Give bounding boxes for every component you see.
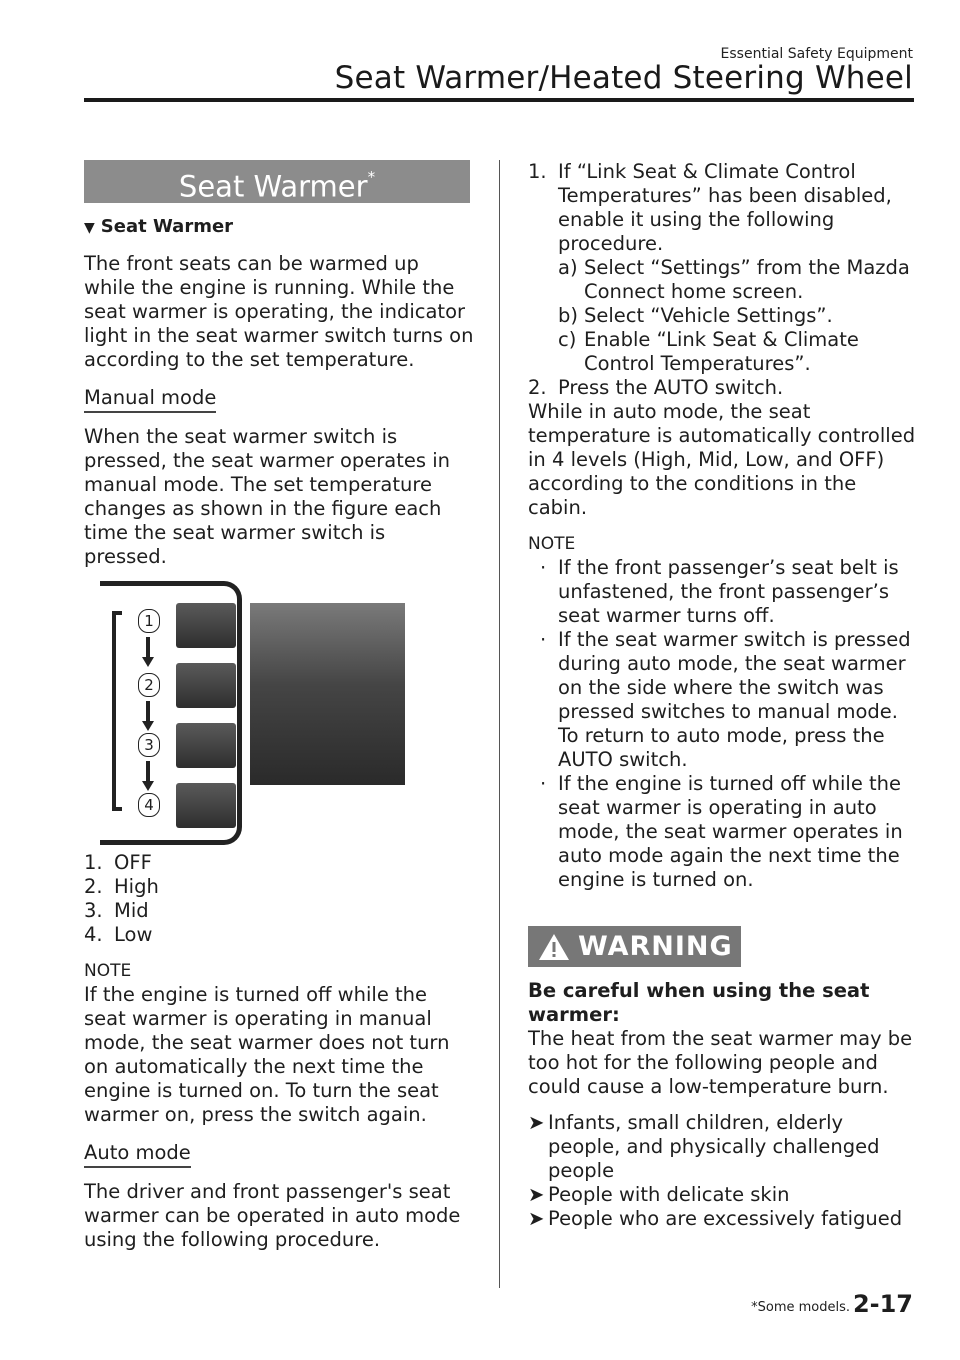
legend-number: 3. xyxy=(84,899,103,922)
legend-item xyxy=(84,923,474,947)
auto-mode-heading: Auto mode xyxy=(84,1141,191,1168)
page-header-title: Seat Warmer/Heated Steering Wheel xyxy=(334,60,913,96)
procedure-substep xyxy=(528,304,918,328)
footer-footnote: *Some models. xyxy=(751,1300,850,1315)
figure-number-4: 4 xyxy=(138,793,160,817)
section-title-bar xyxy=(84,160,470,203)
figure-legend xyxy=(84,851,474,947)
step-text: Select “Settings” from the Mazda Connect home screen. xyxy=(584,256,910,303)
note-paragraph: If the engine is turned off while the seat warmer is operating in manual mode, the seat warmer does not turn on automatically the next time the engine is turned on. To turn the seat warmer on, press the switch again. xyxy=(84,983,450,1126)
warning-item-text: People with delicate skin xyxy=(548,1183,790,1206)
warning-icon xyxy=(538,933,570,961)
right-column xyxy=(528,160,918,1231)
step-text: Press the AUTO switch. xyxy=(558,376,784,399)
figure-number-1: 1 xyxy=(138,609,160,633)
legend-item xyxy=(84,875,474,899)
note-bullet-text: If the engine is turned off while the seat warmer is operating in auto mode, the seat warmer operates in auto mode again the next time the engine is turned on. xyxy=(558,772,903,891)
note-bullet-text: If the front passenger’s seat belt is unfastened, the front passenger’s seat warmer turns off. xyxy=(558,556,899,627)
bullet-dot: · xyxy=(540,772,547,795)
legend-text: High xyxy=(114,875,159,898)
arrow-bullet-icon: ➤ xyxy=(528,1183,545,1206)
bullet-dot: · xyxy=(540,556,547,579)
legend-item xyxy=(84,851,474,875)
note-label: NOTE xyxy=(84,961,132,981)
note-label: NOTE xyxy=(528,534,576,554)
figure-dashboard-photo xyxy=(250,603,405,785)
legend-number: 2. xyxy=(84,875,103,898)
warning-item-text: People who are excessively fatigued xyxy=(548,1207,903,1230)
note-bullet-text: If the seat warmer switch is pressed during auto mode, the seat warmer on the side where the switch was pressed switches to manual mode. To return to auto mode, press the AUTO switch. xyxy=(558,628,911,771)
seat-warmer-figure xyxy=(100,581,420,851)
warning-label: WARNING xyxy=(578,930,733,962)
step-text: If “Link Seat & Climate Control Temperatures” has been disabled, enable it using the following procedure. xyxy=(558,160,892,255)
legend-text: Low xyxy=(114,923,153,946)
figure-switch-low xyxy=(176,783,236,828)
note-bullet xyxy=(528,556,918,628)
arrow-bullet-icon: ➤ xyxy=(528,1207,545,1230)
manual-mode-heading: Manual mode xyxy=(84,386,216,413)
warning-paragraph: The heat from the seat warmer may be too hot for the following people and could cause a low-temperature burn. xyxy=(528,1027,913,1098)
procedure-substep xyxy=(528,328,918,376)
warning-item-text: Infants, small children, elderly people, and physically challenged people xyxy=(548,1111,880,1182)
arrow-bullet-icon: ➤ xyxy=(528,1111,545,1134)
manual-mode-paragraph: When the seat warmer switch is pressed, the seat warmer operates in manual mode. The set temperature changes as shown in the figure each time the seat warmer switch is pressed. xyxy=(84,425,451,568)
bullet-dot: · xyxy=(540,628,547,651)
legend-text: OFF xyxy=(114,851,152,874)
procedure-step xyxy=(528,376,918,400)
step-number: b) xyxy=(558,304,578,327)
figure-switch-mid xyxy=(176,723,236,768)
figure-switch-off xyxy=(176,603,236,648)
figure-number-2: 2 xyxy=(138,673,160,697)
procedure-substep xyxy=(528,256,918,304)
header-section-label: Essential Safety Equipment xyxy=(720,46,913,62)
procedure-list xyxy=(528,160,918,400)
down-arrow-icon xyxy=(142,701,154,731)
section-title: Seat Warmer xyxy=(178,169,368,204)
column-divider xyxy=(499,160,500,1288)
triangle-icon: ▼ xyxy=(84,220,95,236)
step-text: Enable “Link Seat & Climate Control Temperatures”. xyxy=(584,328,859,375)
warning-item xyxy=(528,1207,918,1231)
section-footnote-mark: * xyxy=(367,168,376,186)
legend-text: Mid xyxy=(114,899,149,922)
header-rule xyxy=(84,98,914,102)
procedure-step xyxy=(528,160,918,256)
note-bullet xyxy=(528,772,918,892)
subheading-text: Seat Warmer xyxy=(100,216,234,237)
step-number: 1. xyxy=(528,160,547,183)
figure-switch-high xyxy=(176,663,236,708)
left-column xyxy=(84,160,474,1252)
figure-number-3: 3 xyxy=(138,733,160,757)
step-number: c) xyxy=(558,328,577,351)
step-number: a) xyxy=(558,256,578,279)
auto-mode-paragraph: The driver and front passenger's seat warmer can be operated in auto mode using the following procedure. xyxy=(84,1180,461,1251)
warning-banner xyxy=(528,926,741,967)
down-arrow-icon xyxy=(142,637,154,667)
step-number: 2. xyxy=(528,376,547,399)
legend-number: 4. xyxy=(84,923,103,946)
figure-loop-line xyxy=(112,611,122,811)
warning-item xyxy=(528,1183,918,1207)
note-bullet xyxy=(528,628,918,772)
legend-number: 1. xyxy=(84,851,103,874)
warning-list xyxy=(528,1111,918,1231)
down-arrow-icon xyxy=(142,761,154,791)
page-number: 2-17 xyxy=(852,1290,913,1318)
warning-bold-text: Be careful when using the seat warmer: xyxy=(528,979,870,1026)
warning-item xyxy=(528,1111,918,1183)
legend-item xyxy=(84,899,474,923)
step-text: Select “Vehicle Settings”. xyxy=(584,304,833,327)
intro-paragraph: The front seats can be warmed up while the engine is running. While the seat warmer is operating, the indicator light in the seat warmer switch turns on according to the set temperature. xyxy=(84,252,474,371)
subheading xyxy=(84,215,474,240)
auto-mode-description: While in auto mode, the seat temperature is automatically controlled in 4 levels (High, Mid, Low, and OFF) according to the conditions in the cabin. xyxy=(528,400,916,519)
